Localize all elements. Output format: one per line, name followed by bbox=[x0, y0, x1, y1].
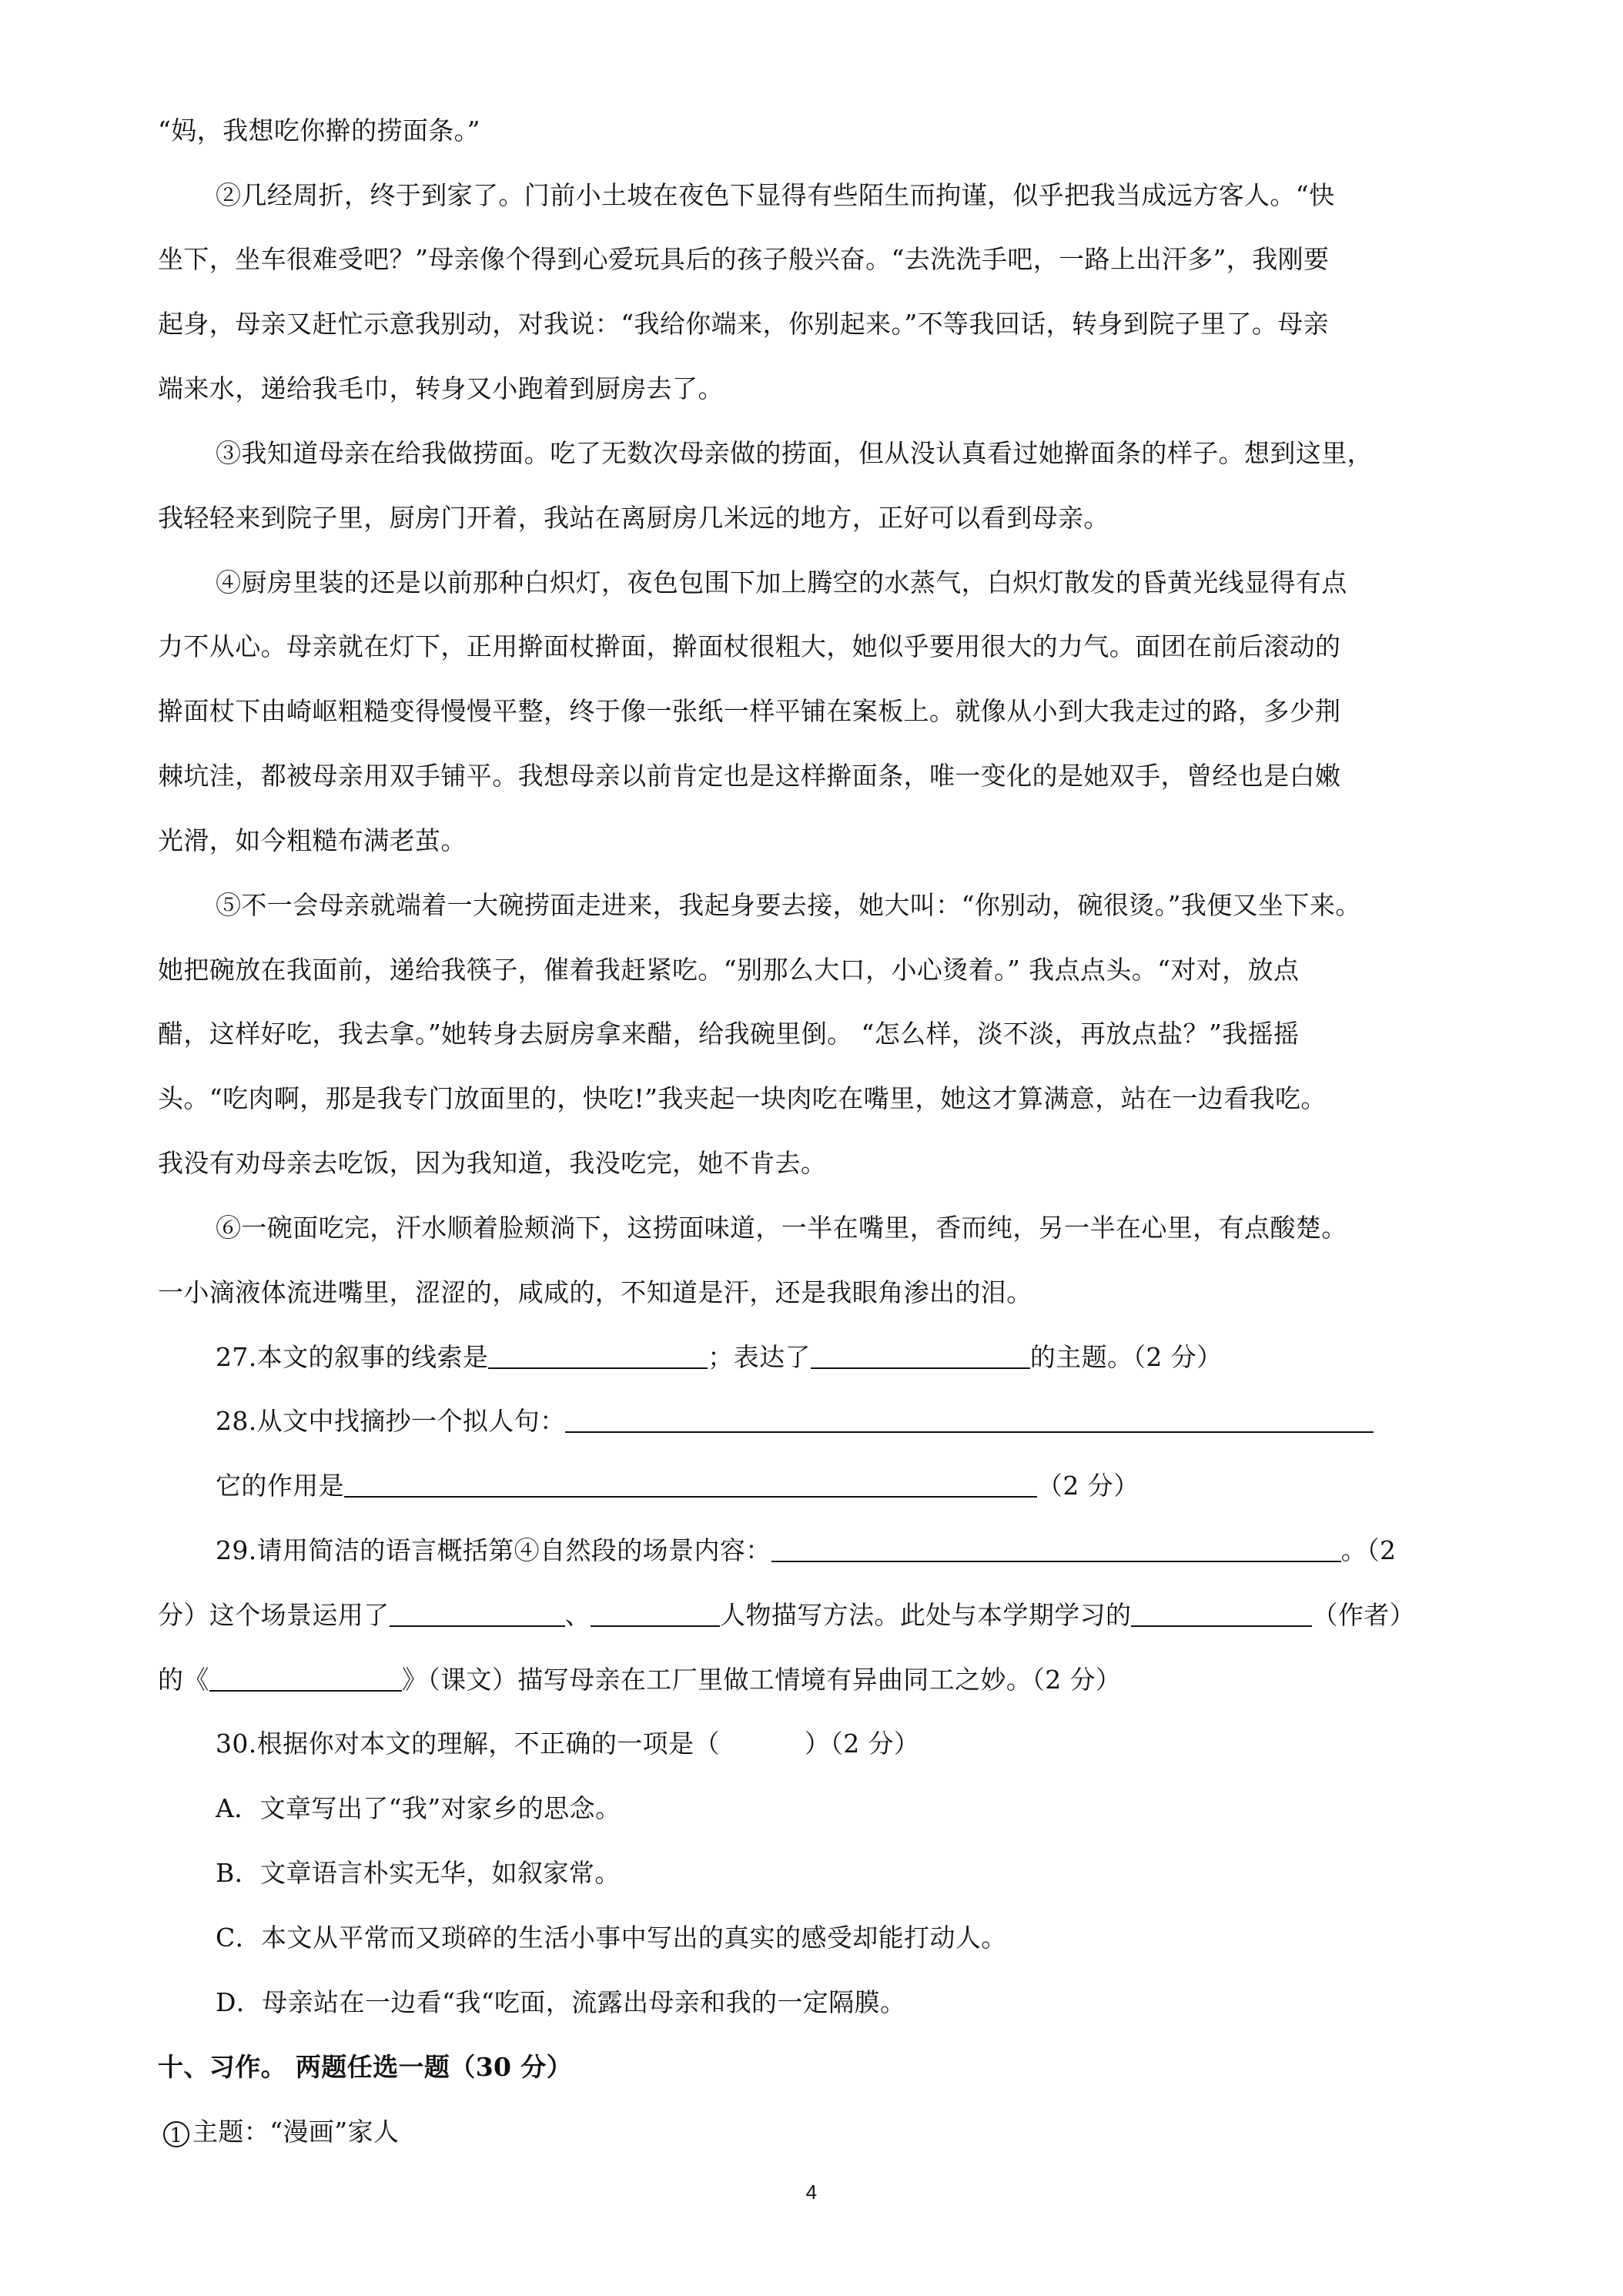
paragraph-line: ②几经周折，终于到家了。门前小土坡在夜色下显得有些陌生而拘谨，似乎把我当成远方客人。“快 bbox=[216, 180, 1335, 210]
option-a: A．文章写出了“我”对家乡的思念。 bbox=[216, 1793, 621, 1823]
q27-text: 27.本文的叙事的线索是 bbox=[216, 1342, 489, 1372]
q30-stem: 30.根据你对本文的理解，不正确的一项是（ bbox=[216, 1729, 720, 1759]
q28-text: 28.从文中找摘抄一个拟人句： bbox=[216, 1406, 566, 1436]
writing-topic bbox=[163, 2117, 399, 2147]
paragraph-line: 我轻轻来到院子里，厨房门开着，我站在离厨房几米远的地方，正好可以看到母亲。 bbox=[158, 503, 1109, 533]
q27-text: ；表达了 bbox=[708, 1342, 811, 1372]
answer-blank[interactable] bbox=[811, 1344, 1030, 1369]
q29-text: 人物描写方法。此处与本学期学习的 bbox=[720, 1600, 1132, 1630]
section-heading: 十、习作。 两题任选一题（30 分） bbox=[158, 2052, 573, 2082]
question-28-line2 bbox=[216, 1471, 1139, 1501]
answer-blank[interactable] bbox=[390, 1602, 565, 1627]
question-27 bbox=[216, 1342, 1222, 1373]
paragraph-line: 棘坑洼，都被母亲用双手铺平。我想母亲以前肯定也是这样擀面条，唯一变化的是她双手，曾经也是白嫩 bbox=[158, 761, 1341, 791]
paragraph-line: 她把碗放在我面前，递给我筷子，催着我赶紧吃。“别那么大口，小心烫着。” 我点点头。“对对，放点 bbox=[158, 955, 1300, 985]
question-28 bbox=[216, 1406, 1374, 1437]
circled-number: 1 bbox=[163, 2121, 189, 2147]
question-29-line2 bbox=[158, 1600, 1415, 1631]
paragraph-line: ③我知道母亲在给我做捞面。吃了无数次母亲做的捞面，但从没认真看过她擀面条的样子。想到这里， bbox=[216, 438, 1373, 468]
q28-text: 它的作用是 bbox=[216, 1471, 344, 1501]
topic-text: 主题：“漫画”家人 bbox=[192, 2117, 400, 2147]
q29-text: 29.请用简洁的语言概括第④自然段的场景内容： bbox=[216, 1535, 771, 1565]
paragraph-line: ④厨房里装的还是以前那种白炽灯，夜色包围下加上腾空的水蒸气，白炽灯散发的昏黄光线显得有点 bbox=[216, 567, 1347, 597]
question-29-line3 bbox=[158, 1665, 1121, 1695]
paragraph-line: ⑤不一会母亲就端着一大碗捞面走进来，我起身要去接，她大叫：“你别动，碗很烫。”我便又坐下来。 bbox=[216, 890, 1361, 920]
q29-text: 、 bbox=[564, 1600, 591, 1630]
q29-text: 。（2 bbox=[1340, 1535, 1397, 1565]
paragraph-line: 起身，母亲又赶忙示意我别动，对我说：“我给你端来，你别起来。”不等我回话，转身到院子里了。母亲 bbox=[158, 309, 1330, 339]
paragraph-line: ⑥一碗面吃完，汗水顺着脸颊淌下，这捞面味道，一半在嘴里，香而纯，另一半在心里，有点酸楚。 bbox=[216, 1213, 1347, 1243]
paragraph-line: 一小滴液体流进嘴里，涩涩的，咸咸的，不知道是汗，还是我眼角渗出的泪。 bbox=[158, 1277, 1032, 1307]
paragraph-line: 坐下，坐车很难受吧？”母亲像个得到心爱玩具后的孩子般兴奋。“去洗洗手吧，一路上出汗多”，我刚要 bbox=[158, 244, 1330, 274]
answer-blank[interactable] bbox=[565, 1408, 1374, 1433]
answer-blank[interactable] bbox=[1131, 1602, 1312, 1627]
option-b: B．文章语言朴实无华，如叙家常。 bbox=[216, 1858, 621, 1888]
question-30 bbox=[216, 1729, 919, 1759]
page-number: 4 bbox=[805, 2181, 818, 2204]
paragraph-line: 擀面杖下由崎岖粗糙变得慢慢平整，终于像一张纸一样平铺在案板上。就像从小到大我走过的路，多少荆 bbox=[158, 696, 1341, 726]
paragraph-line: 醋，这样好吃，我去拿。”她转身去厨房拿来醋，给我碗里倒。 “怎么样，淡不淡，再放点盐？”我摇摇 bbox=[158, 1019, 1300, 1049]
q27-text: 的主题。（2 分） bbox=[1029, 1342, 1223, 1372]
q29-text: （作者） bbox=[1312, 1600, 1416, 1630]
paragraph-line: 我没有劝母亲去吃饭，因为我知道，我没吃完，她不肯去。 bbox=[158, 1148, 827, 1178]
q30-stem: ）（2 分） bbox=[804, 1729, 920, 1759]
option-d: D．母亲站在一边看“我“吃面，流露出母亲和我的一定隔膜。 bbox=[216, 1987, 906, 2017]
q28-text: （2 分） bbox=[1037, 1471, 1139, 1501]
answer-blank[interactable] bbox=[591, 1602, 720, 1627]
paragraph-line: 头。“吃肉啊，那是我专门放面里的，快吃!”我夹起一块肉吃在嘴里，她这才算满意，站在一边看我吃。 bbox=[158, 1083, 1327, 1113]
paragraph-line: 力不从心。母亲就在灯下，正用擀面杖擀面，擀面杖很粗大，她似乎要用很大的力气。面团在前后滚动的 bbox=[158, 631, 1341, 661]
q29-text: 的《 bbox=[158, 1665, 209, 1695]
paragraph-line: 端来水，递给我毛巾，转身又小跑着到厨房去了。 bbox=[158, 373, 724, 403]
paragraph-line: 光滑，如今粗糙布满老茧。 bbox=[158, 825, 467, 855]
answer-blank[interactable] bbox=[488, 1344, 708, 1369]
answer-blank[interactable] bbox=[344, 1473, 1037, 1498]
answer-blank[interactable] bbox=[209, 1667, 402, 1692]
q29-text: 分）这个场景运用了 bbox=[158, 1600, 390, 1630]
q29-text: 》（课文）描写母亲在工厂里做工情境有异曲同工之妙。（2 分） bbox=[401, 1665, 1122, 1695]
question-29 bbox=[216, 1535, 1396, 1566]
answer-blank[interactable] bbox=[771, 1538, 1341, 1562]
option-c: C．本文从平常而又琐碎的生活小事中写出的真实的感受却能打动人。 bbox=[216, 1923, 1007, 1953]
paragraph-line: “妈，我想吃你擀的捞面条。” bbox=[158, 115, 480, 146]
